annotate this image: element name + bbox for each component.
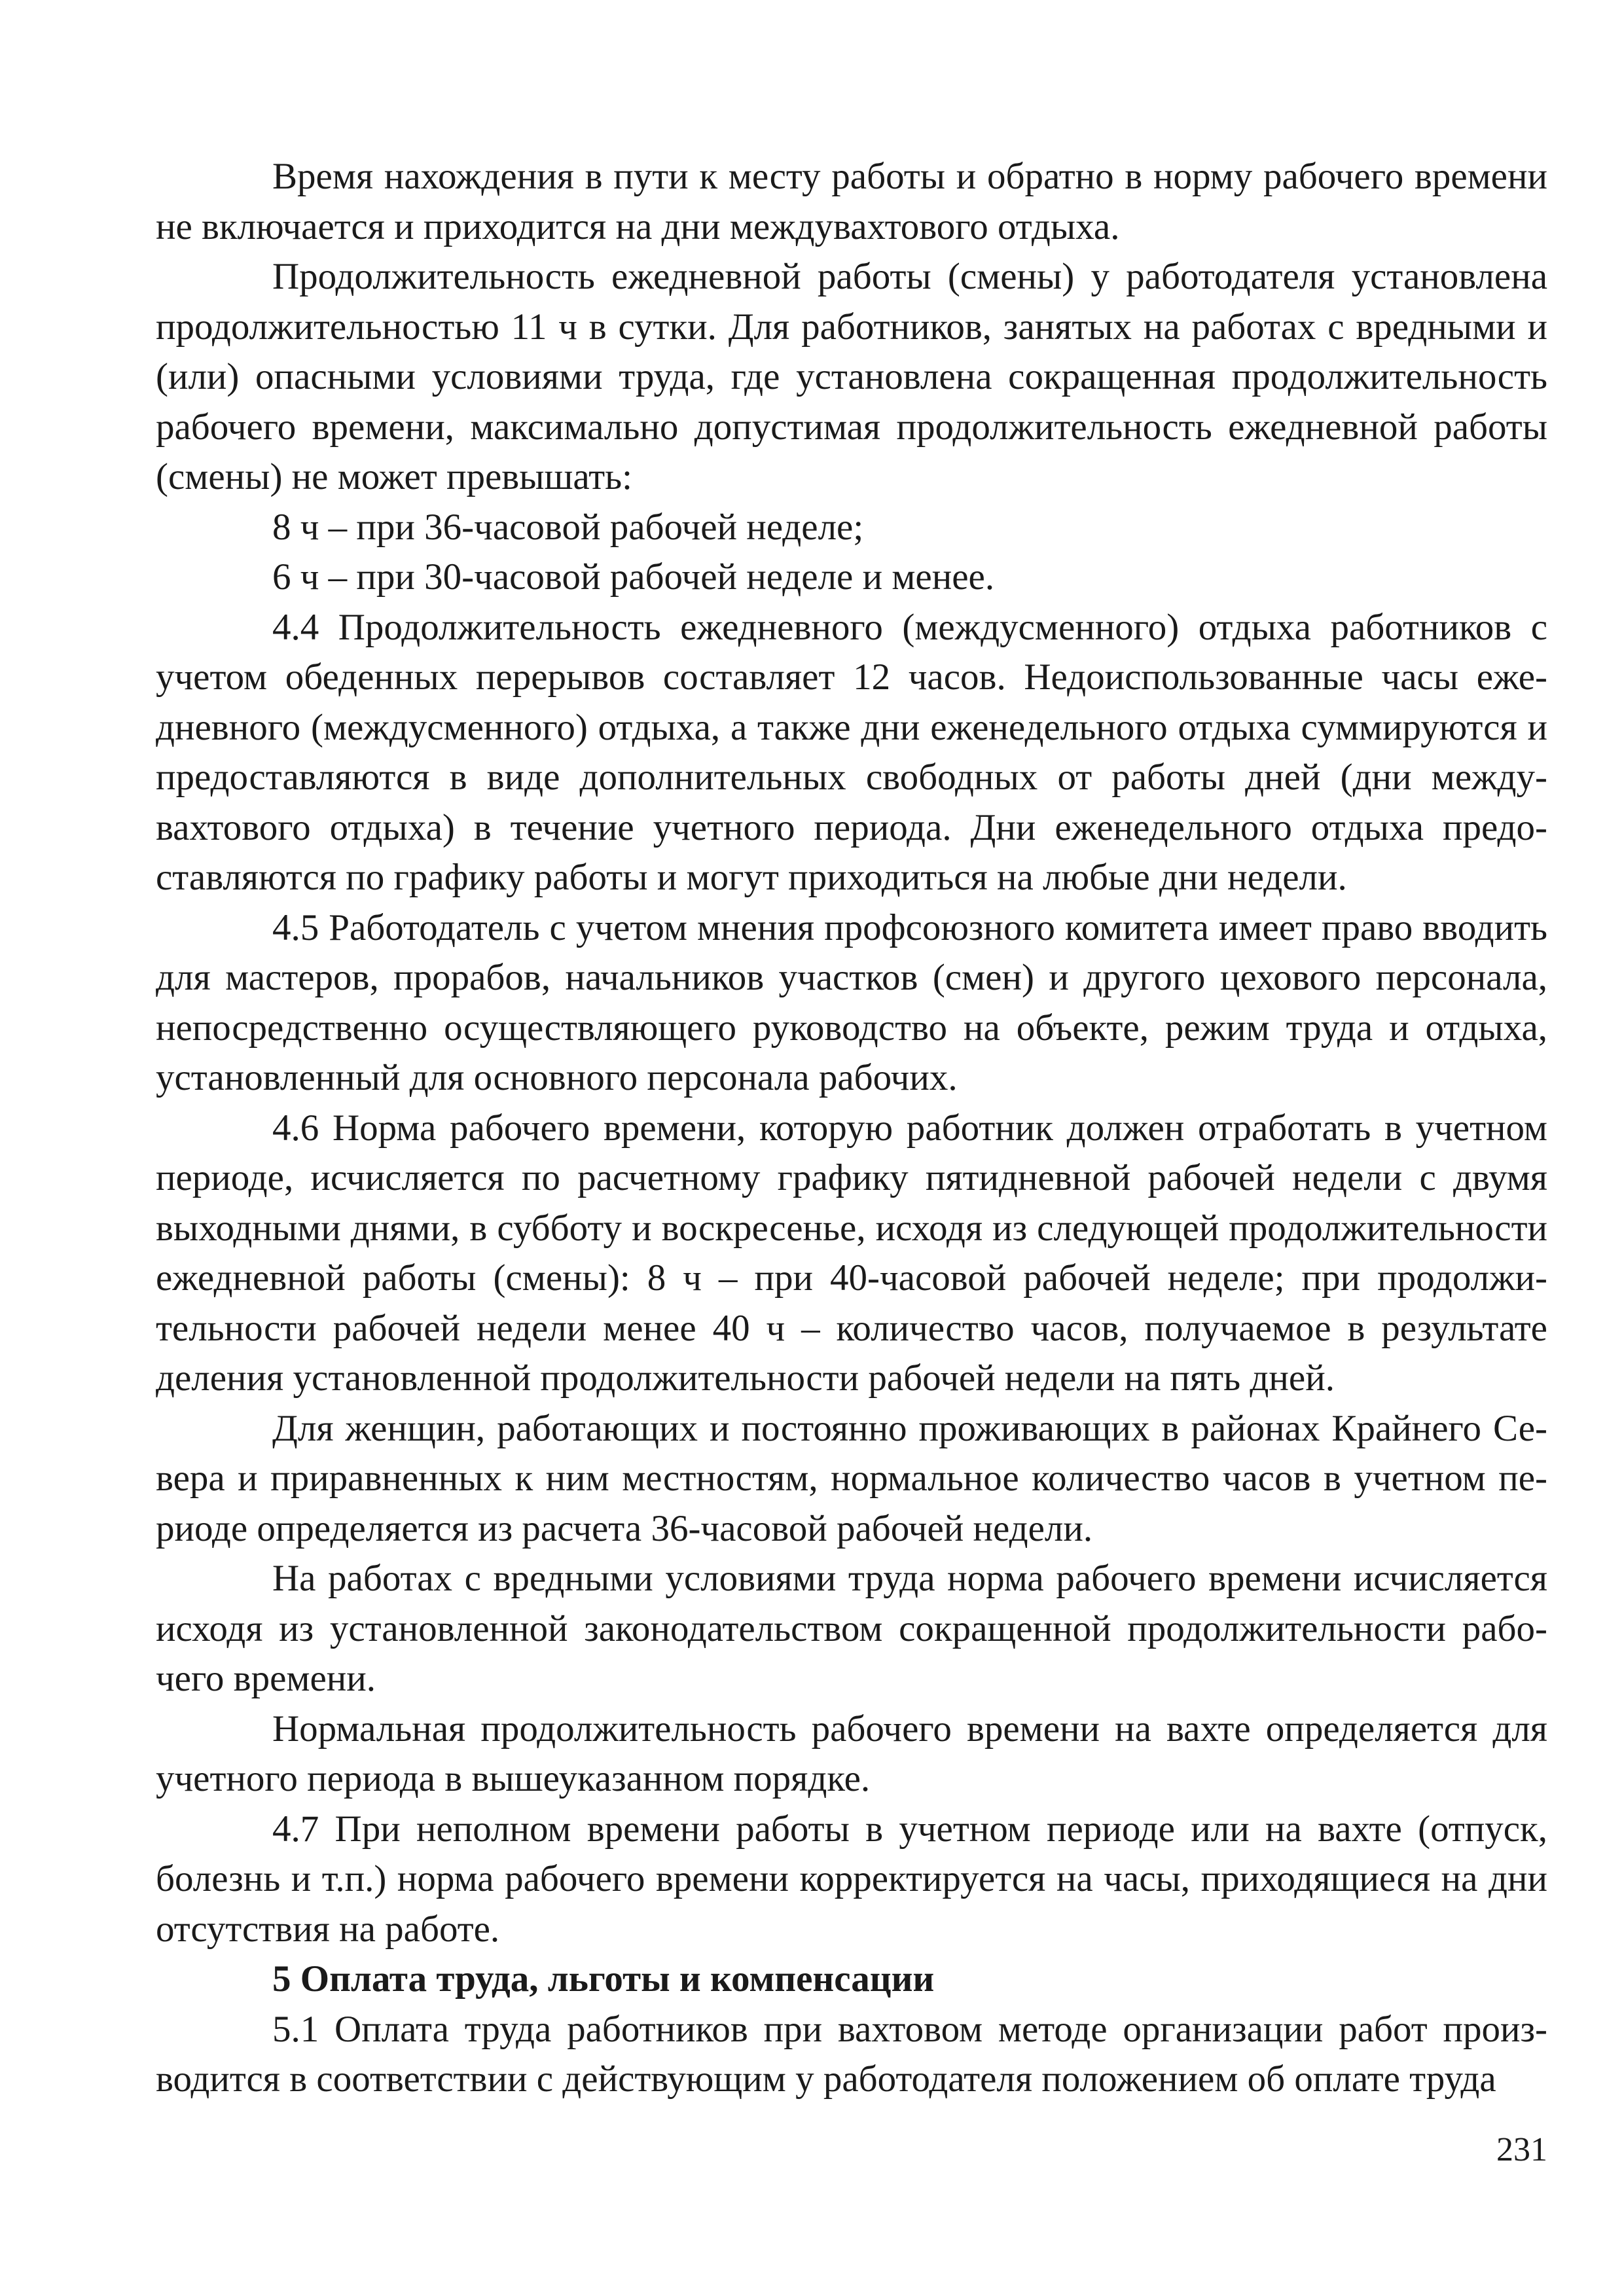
- paragraph-women-north: Для женщин, работающих и постоянно проживающих в районах Крайнего Севера и приравненных к ним местностям, нормальное количество часов в учетном периоде определяется из расчета 36-часовой рабочей недели.: [156, 1407, 1547, 1549]
- page-number: 231: [1496, 2131, 1547, 2168]
- paragraph-travel-time: Время нахождения в пути к месту работы и обратно в норму рабочего времени не включается и приходится на дни междувахтового отдыха.: [156, 156, 1547, 247]
- paragraph-30-hour-week: 6 ч – при 30-часовой рабочей неделе и менее.: [272, 556, 995, 598]
- paragraph-harmful-conditions: На работах с вредными условиями труда норма рабочего времени исчисляется исходя из установленной законодательством сокращенной продолжительности рабочего времени.: [156, 1558, 1547, 1699]
- paragraph-shift-duration: Продолжительность ежедневной работы (смены) у работодателя установлена продолжительностью 11 ч в сутки. Для работников, занятых на работах с вредными и (или) опасными условиями труда, где установлена сокращенная продолжительность рабочего времени, максимально допустимая продолжительность ежедневной работы (смены) не может превышать:: [156, 256, 1547, 497]
- paragraph-4-6: 4.6 Норма рабочего времени, которую работник должен отработать в учетном периоде, исчисляется по расчетному графику пятидневной рабочей недели с двумя выходными днями, в субботу и воскресенье, исходя из следующей продолжительности ежедневной работы (смены): 8 ч – при 40-часовой рабочей неделе; при продолжительности рабочей недели менее 40 ч – количество часов, получаемое в результате деления установленной продолжительности рабочей недели на пять дней.: [156, 1107, 1547, 1399]
- document-page: [156, 152, 1547, 2181]
- paragraph-36-hour-week: 8 ч – при 36-часовой рабочей неделе;: [272, 506, 864, 548]
- paragraph-4-5: 4.5 Работодатель с учетом мнения профсоюзного комитета имеет право вводить для мастеров, прорабов, начальников участков (смен) и другого цехового персонала, непосредственно осуществляющего руководство на объекте, режим труда и отдыха, установленный для основного персонала рабочих.: [156, 906, 1547, 1098]
- paragraph-normal-duration: Нормальная продолжительность рабочего времени на вахте определяется для учетного периода в вышеуказанном порядке.: [156, 1708, 1547, 1799]
- paragraph-4-4: 4.4 Продолжительность ежедневного (междусменного) отдыха работников с учетом обеденных перерывов составляет 12 часов. Недоиспользованные часы ежедневного (междусменного) отдыха, а также дни еженедельного отдыха суммируются и предоставляются в виде дополнительных свободных от работы дней (дни междувахтового отдыха) в течение учетного периода. Дни еженедельного отдыха предоставляются по графику работы и могут приходиться на любые дни недели.: [156, 606, 1547, 898]
- paragraph-4-7: 4.7 При неполном времени работы в учетном периоде или на вахте (отпуск, болезнь и т.п.) норма рабочего времени корректируется на часы, приходящиеся на дни отсутствия на работе.: [156, 1808, 1547, 1950]
- paragraph-5-1: 5.1 Оплата труда работников при вахтовом методе организации работ производится в соответствии с действующим у работодателя положением об оплате труда: [156, 2008, 1547, 2100]
- section-heading: 5 Оплата труда, льготы и компенсации: [272, 1958, 935, 2000]
